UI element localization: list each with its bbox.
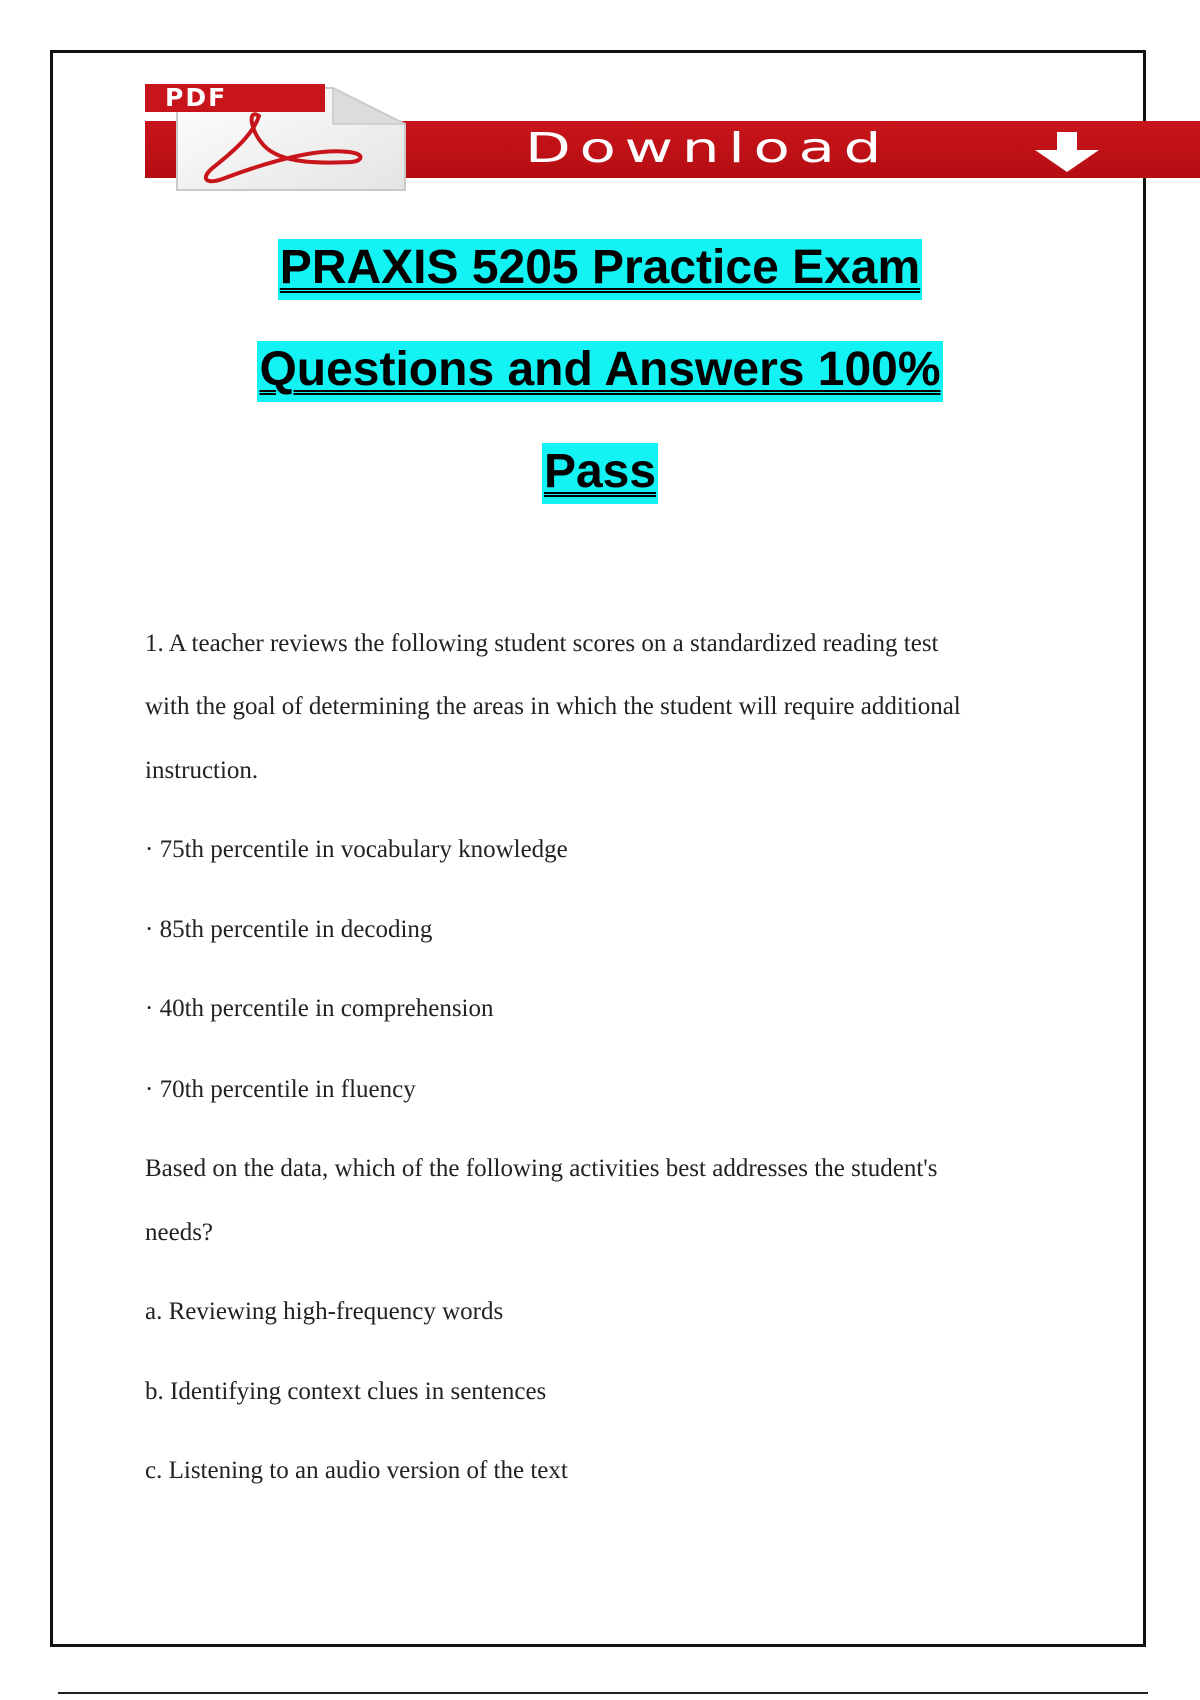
- page-title-line-3: Pass: [0, 444, 1200, 499]
- question-prompt-line: needs?: [145, 1219, 214, 1246]
- question-prompt-line: Based on the data, which of the following activities best addresses the student's: [145, 1155, 938, 1182]
- score-item: · 75th percentile in vocabulary knowledge: [145, 836, 568, 863]
- score-item: · 85th percentile in decoding: [145, 916, 433, 943]
- page-title-line-1: PRAXIS 5205 Practice Exam: [0, 240, 1200, 295]
- question-stem-line: 1. A teacher reviews the following student scores on a standardized reading test: [145, 630, 939, 657]
- score-item: · 70th percentile in fluency: [145, 1076, 416, 1103]
- question-stem-line: with the goal of determining the areas in which the student will require additional: [145, 693, 961, 720]
- answer-option-c: c. Listening to an audio version of the text: [145, 1457, 568, 1484]
- pdf-label: PDF: [145, 84, 325, 112]
- download-arrow-icon[interactable]: [1025, 130, 1109, 174]
- score-item: · 40th percentile in comprehension: [145, 995, 494, 1022]
- question-stem-line: instruction.: [145, 757, 259, 784]
- download-label[interactable]: Download: [525, 124, 891, 172]
- page-title-line-2: Questions and Answers 100%: [0, 342, 1200, 397]
- answer-option-b: b. Identifying context clues in sentences: [145, 1378, 547, 1405]
- bottom-divider: [58, 1692, 1148, 1694]
- answer-option-a: a. Reviewing high-frequency words: [145, 1298, 504, 1325]
